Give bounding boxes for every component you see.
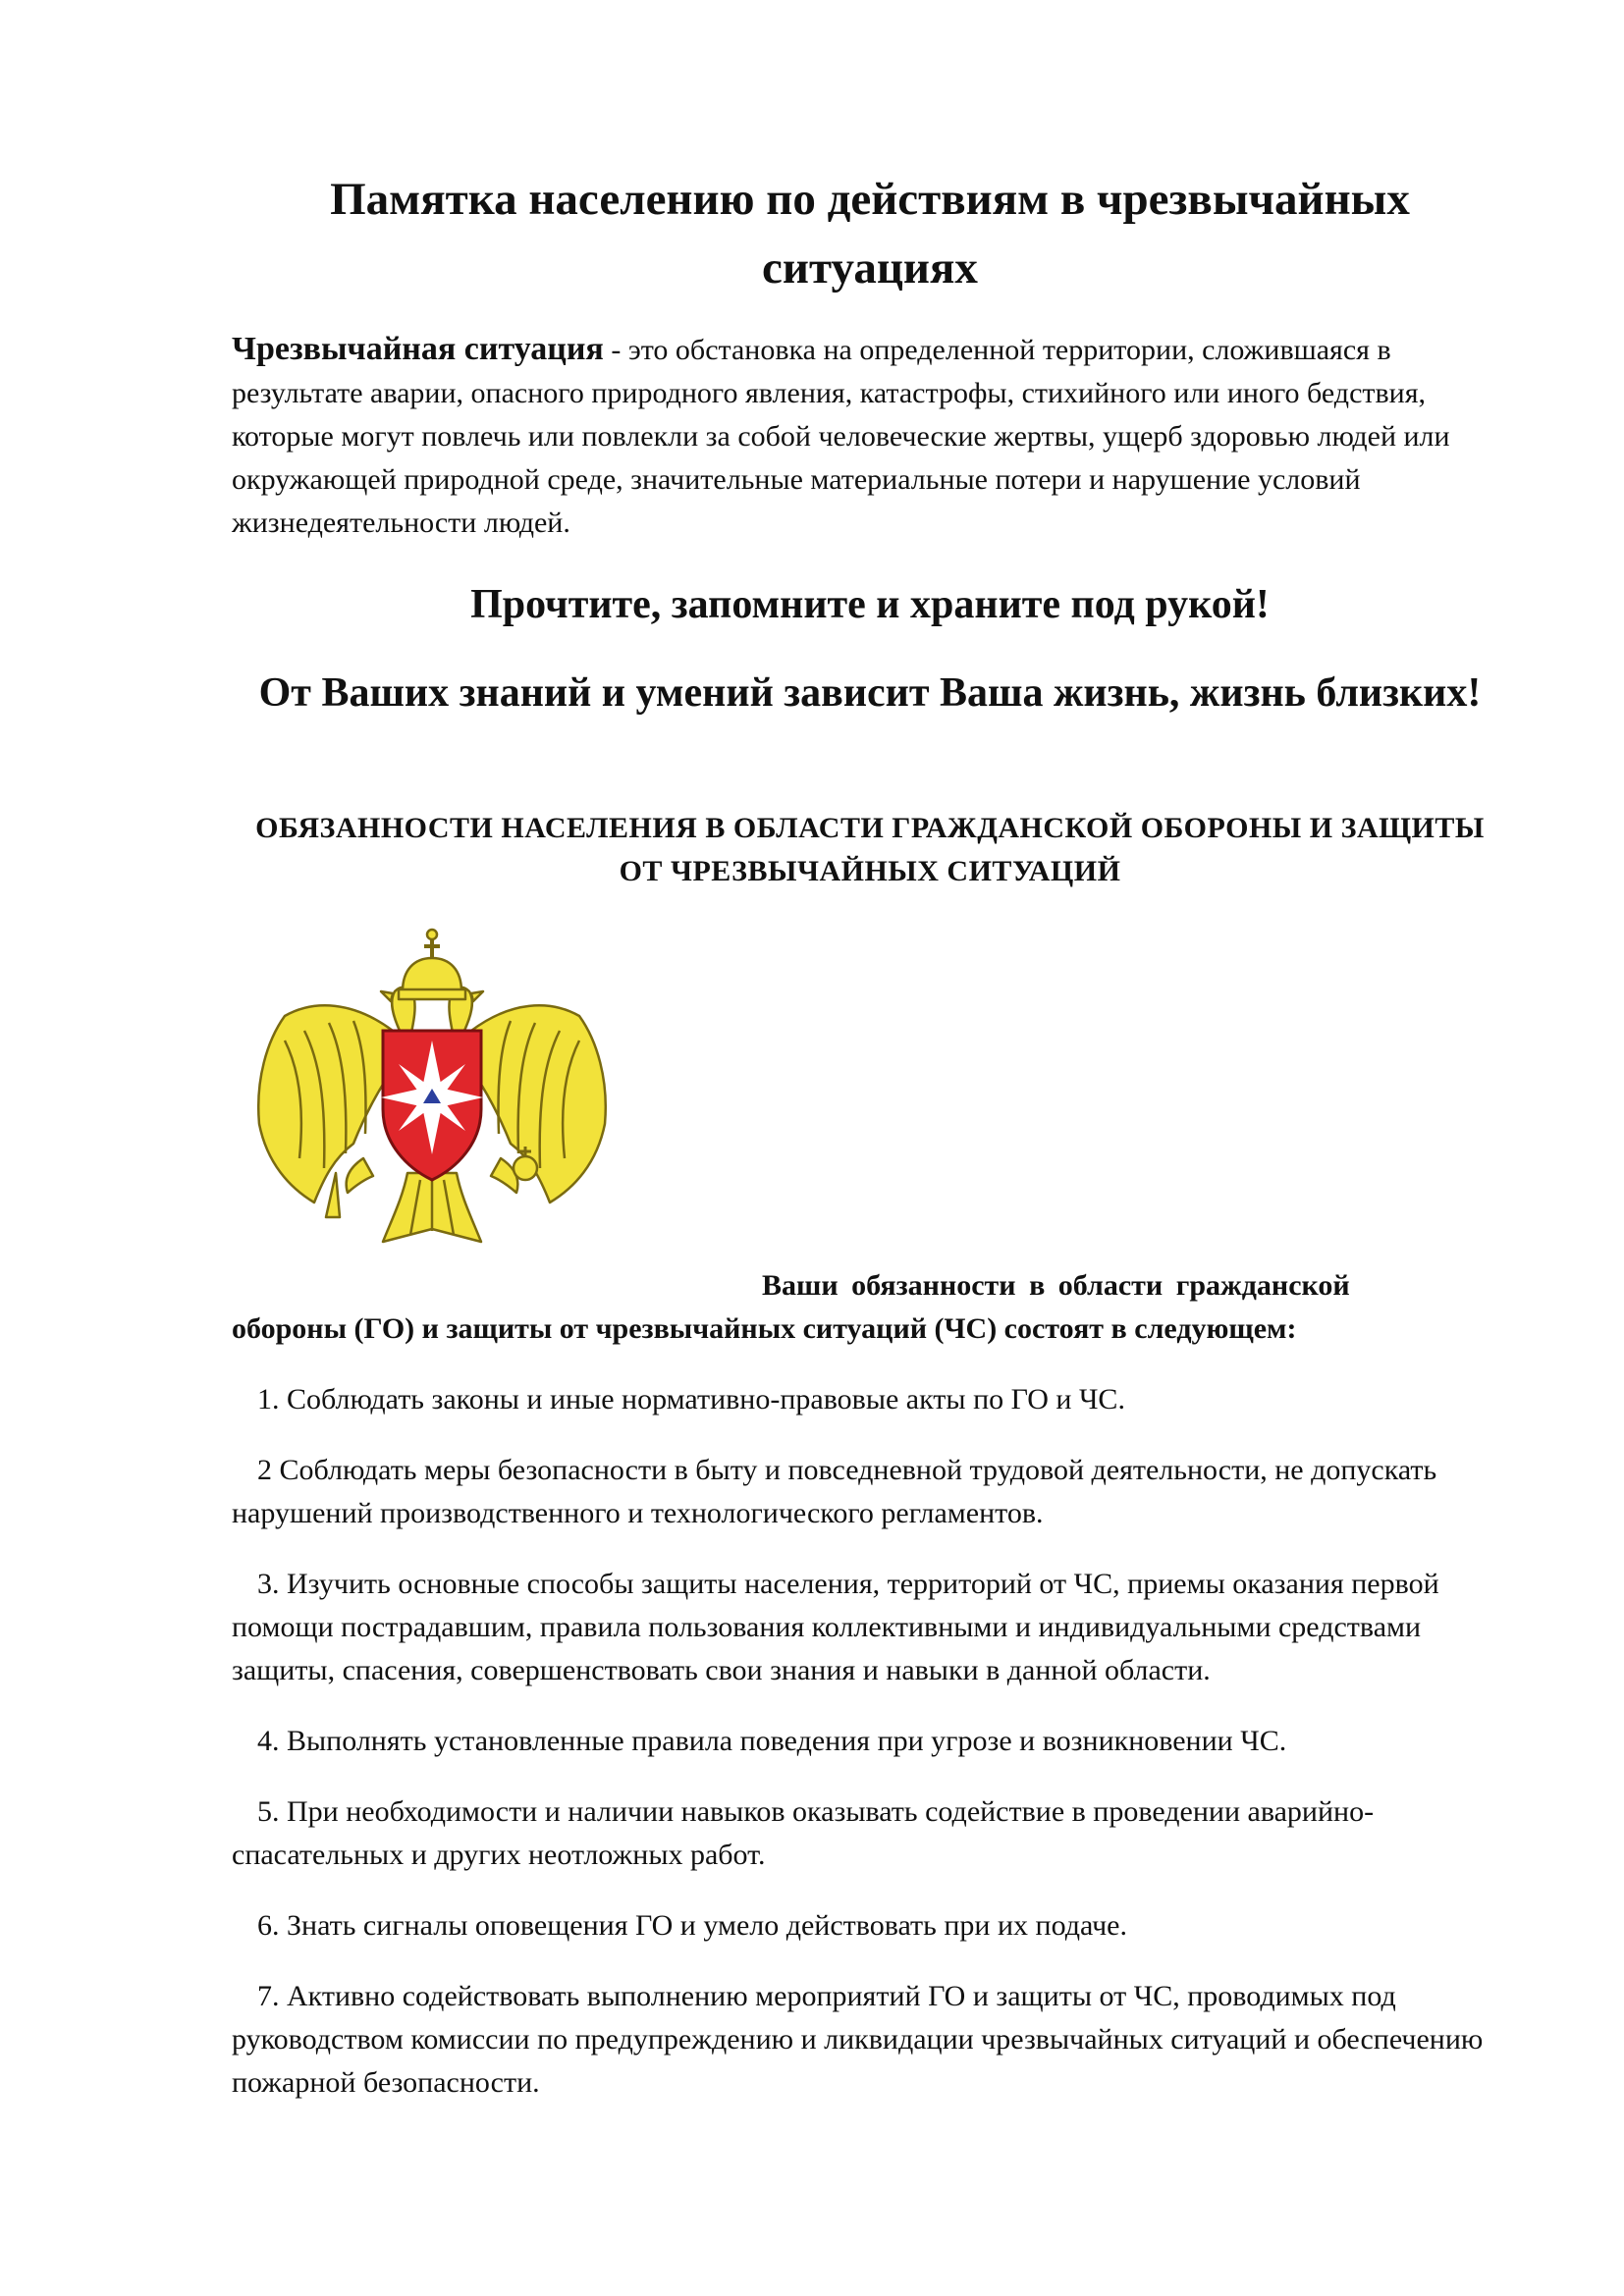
slogan-knowledge-life: От Ваших знаний и умений зависит Ваша жизнь, жизнь близких! [258,670,1482,716]
duties-list [232,1378,1508,2132]
definition-term: Чрезвычайная ситуация [232,331,604,367]
duties-intro-line-2: обороны (ГО) и защиты от чрезвычайных ситуаций (ЧС) состоят в следующем: [232,1312,1297,1345]
duty-item-6: 6. Знать сигналы оповещения ГО и умело действовать при их подаче. [257,1909,1127,1942]
emercom-emblem [245,923,619,1256]
emercom-eagle-emblem-icon [245,923,619,1256]
duty-item-7: 7. Активно содействовать выполнению мероприятий ГО и защиты от ЧС, проводимых под руководством комиссии по предупреждению и ликвидации чрезвычайных ситуаций и обеспечению пожарной безопасности. [232,1980,1484,2099]
definition-paragraph [232,328,1508,545]
duties-intro [232,1264,1469,1351]
duty-item-5: 5. При необходимости и наличии навыков оказывать содействие в проведении аварийно-спасательных и других неотложных работ. [232,1795,1375,1871]
section-heading: ОБЯЗАННОСТИ НАСЕЛЕНИЯ В ОБЛАСТИ ГРАЖДАНСКОЙ ОБОРОНЫ И ЗАЩИТЫ ОТ ЧРЕЗВЫЧАЙНЫХ СИТУАЦИЙ [255,812,1485,887]
duty-item-3: 3. Изучить основные способы защиты населения, территорий от ЧС, приемы оказания первой помощи пострадавшим, правила пользования коллективными и индивидуальными средствами защиты, спасения, совершенствовать свои знания и навыки в данной области. [232,1568,1439,1686]
duty-item-2: 2 Соблюдать меры безопасности в быту и повседневной трудовой деятельности, не допускать нарушений производственного и технологического регламентов. [232,1454,1437,1529]
duty-item-1: 1. Соблюдать законы и иные нормативно-правовые акты по ГО и ЧС. [257,1383,1125,1415]
duties-intro-line-1: Ваши обязанности в области гражданской [762,1269,1350,1302]
page-title: Памятка населению по действиям в чрезвычайных ситуациях [330,174,1410,294]
duty-item-4: 4. Выполнять установленные правила поведения при угрозе и возникновении ЧС. [257,1725,1287,1757]
definition-text: - это обстановка на определенной территории, сложившаяся в результате аварии, опасного природного явления, катастрофы, стихийного или иного бедствия, которые могут повлечь или повлекли за собой человеческие жертвы, ущерб здоровью людей или окружающей природной среде, значительные материальные потери и нарушение условий жизнедеятельности людей. [232,334,1450,539]
slogan-read-remember: Прочтите, запомните и храните под рукой! [470,582,1270,627]
